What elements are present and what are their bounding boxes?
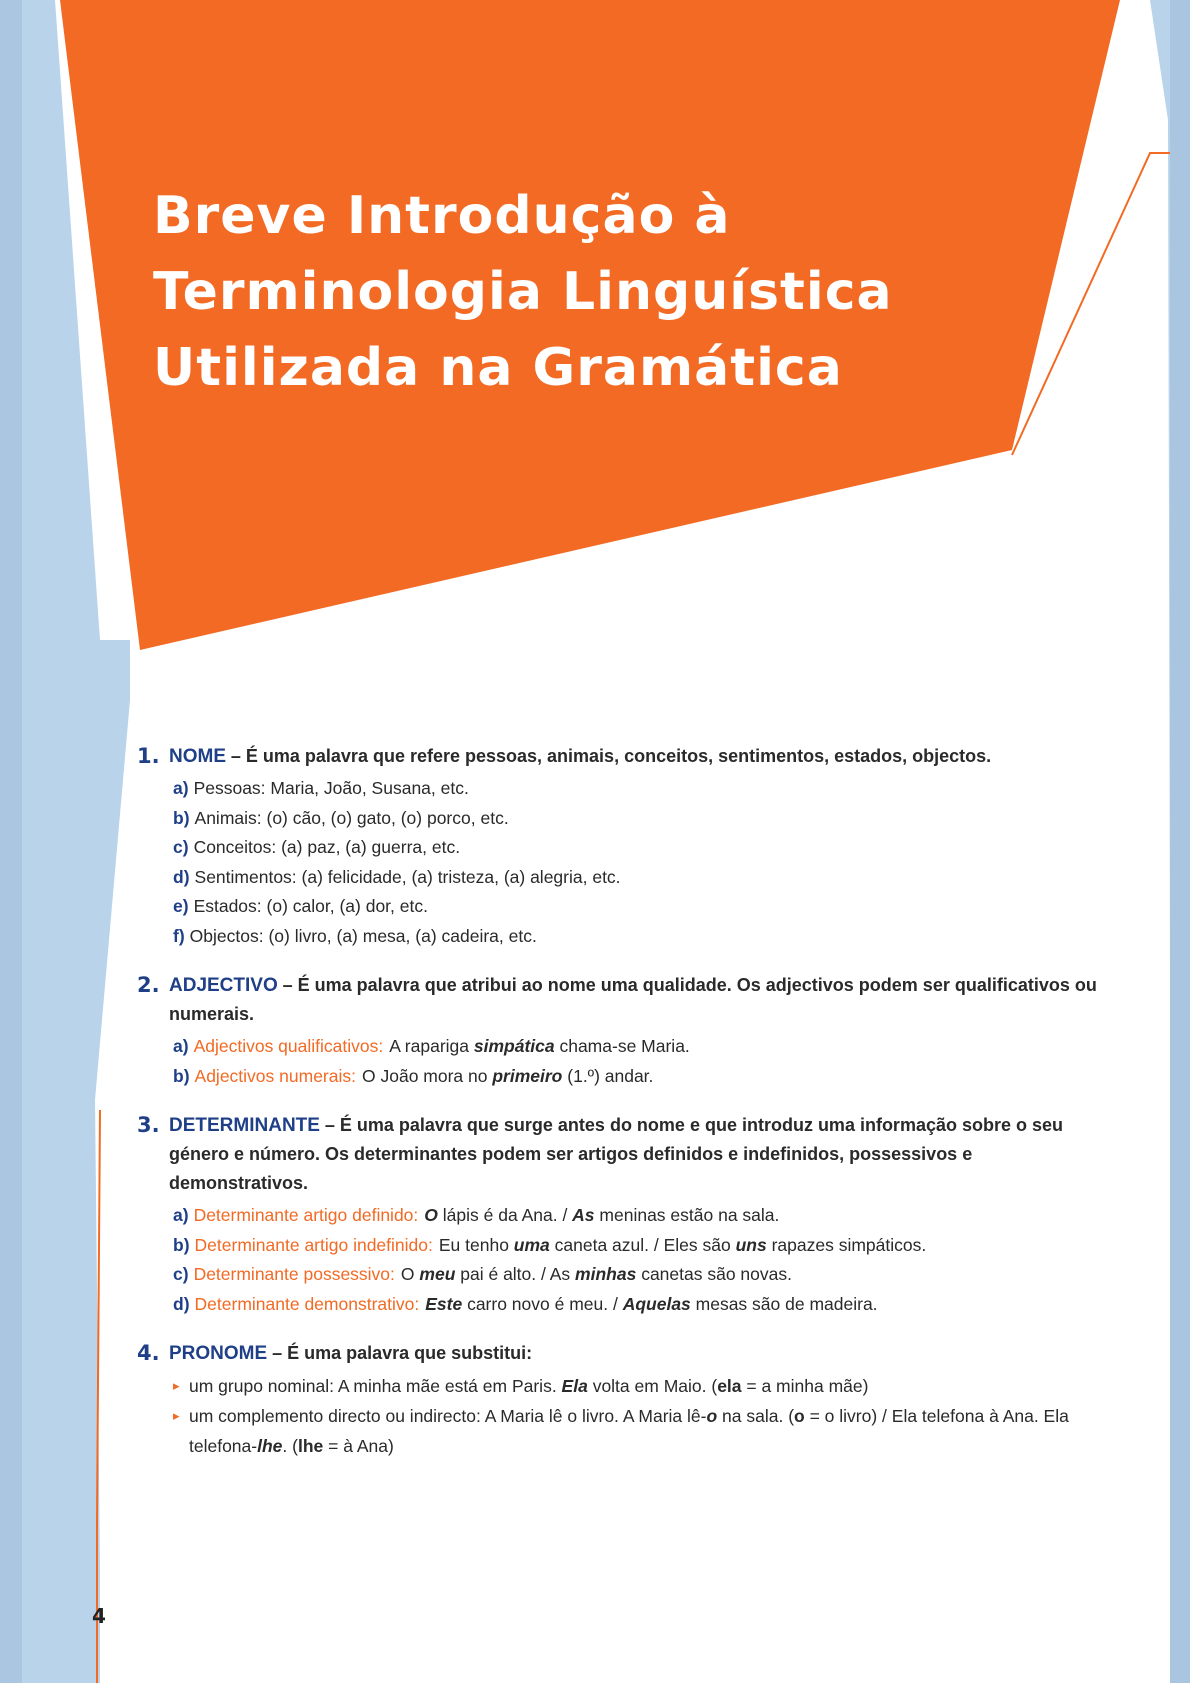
example-list [173, 1201, 1109, 1319]
section-description: – É uma palavra que surge antes do nome e que introduz uma informação sobre o seu género e número. Os determinantes podem ser artigos definidos e indefinidos, possessivos e demonstrativos. [169, 1115, 1064, 1193]
text-run: = à Ana) [323, 1436, 394, 1456]
bold-word: ela [717, 1376, 742, 1396]
emphasis-word: uns [735, 1234, 767, 1255]
item-label: b) [173, 807, 190, 828]
example-item [173, 804, 1109, 834]
item-category: Determinante possessivo: [193, 1264, 395, 1284]
item-label: f) [173, 925, 185, 946]
section-number: 1. [137, 744, 160, 768]
item-label: d) [173, 866, 190, 887]
item-text: Estados: (o) calor, (a) dor, etc. [193, 896, 428, 916]
text-run: um complemento directo ou indirecto: A Maria lê o livro. A Maria lê- [189, 1406, 707, 1426]
section-definition [169, 1339, 1109, 1368]
section-heading [137, 971, 1109, 1029]
page-number: 4 [92, 1604, 106, 1628]
example-item [173, 1032, 1109, 1062]
item-label: a) [173, 1036, 189, 1056]
title-line: Terminologia Linguística [153, 262, 893, 322]
page-title [153, 178, 893, 406]
example-item [173, 863, 1109, 893]
section-heading [137, 1339, 1109, 1368]
section-heading [137, 1111, 1109, 1198]
item-label: c) [173, 837, 189, 857]
emphasis-word: primeiro [492, 1065, 563, 1086]
section-term: NOME [169, 746, 226, 767]
text-run: volta em Maio. ( [587, 1376, 718, 1396]
text-run: . ( [282, 1436, 298, 1456]
item-category: Determinante demonstrativo: [194, 1293, 420, 1314]
item-category: Adjectivos numerais: [194, 1065, 356, 1086]
text-run: rapazes simpáticos. [766, 1234, 927, 1255]
bold-word: lhe [297, 1436, 324, 1456]
text-run: na sala. ( [717, 1406, 795, 1426]
section-definition [169, 742, 1109, 771]
emphasis-word: Ela [561, 1376, 588, 1396]
text-run: canetas são novas. [636, 1264, 792, 1284]
section-nome [137, 742, 1109, 951]
emphasis-word: Este [425, 1293, 463, 1314]
item-label: a) [173, 778, 189, 798]
example-item [173, 892, 1109, 922]
section-description: – É uma palavra que substitui: [272, 1343, 533, 1363]
example-item [173, 922, 1109, 952]
example-item [173, 1290, 1109, 1320]
section-number: 3. [137, 1113, 160, 1137]
bullet-item [173, 1371, 1109, 1401]
example-item [173, 1260, 1109, 1290]
text-run: O [400, 1264, 420, 1284]
item-label: b) [173, 1234, 190, 1255]
item-label: d) [173, 1293, 190, 1314]
item-category: Adjectivos qualificativos: [193, 1036, 384, 1056]
text-run: = a minha mãe) [741, 1376, 869, 1396]
item-text: Pessoas: Maria, João, Susana, etc. [193, 778, 469, 798]
item-label: a) [173, 1205, 189, 1225]
title-line: Breve Introdução à [153, 186, 731, 246]
text-run: chama-se Maria. [554, 1036, 690, 1056]
bullet-item [173, 1401, 1109, 1461]
example-item [173, 1062, 1109, 1092]
section-number: 2. [137, 973, 160, 997]
item-label: e) [173, 896, 189, 916]
item-category: Determinante artigo indefinido: [194, 1234, 433, 1255]
text-run: caneta azul. / Eles são [549, 1234, 736, 1255]
text-run: meninas estão na sala. [594, 1205, 780, 1225]
text-run: mesas são de madeira. [690, 1293, 878, 1314]
example-item [173, 774, 1109, 804]
section-term: DETERMINANTE [169, 1115, 320, 1136]
item-text: Conceitos: (a) paz, (a) guerra, etc. [193, 837, 461, 857]
section-heading [137, 742, 1109, 771]
emphasis-word: Aquelas [622, 1293, 691, 1314]
item-label: c) [173, 1264, 189, 1284]
text-run: um grupo nominal: A minha mãe está em Paris. [189, 1376, 562, 1396]
emphasis-word: O [424, 1205, 438, 1225]
emphasis-word: meu [419, 1264, 456, 1284]
item-text: Animais: (o) cão, (o) gato, (o) porco, etc. [194, 807, 509, 828]
text-run: (1.º) andar. [562, 1065, 654, 1086]
section-definition [169, 1111, 1109, 1198]
example-list [173, 1032, 1109, 1091]
book-spine-left [0, 0, 22, 1683]
bold-word: o [794, 1406, 805, 1426]
section-pronome [137, 1339, 1109, 1461]
example-item [173, 833, 1109, 863]
section-term: ADJECTIVO [169, 975, 278, 996]
text-run: carro novo é meu. / [462, 1293, 623, 1314]
bullet-list [173, 1371, 1109, 1461]
example-list [173, 774, 1109, 951]
emphasis-word: lhe [257, 1436, 283, 1456]
emphasis-word: simpática [473, 1036, 555, 1056]
title-line: Utilizada na Gramática [153, 338, 843, 398]
emphasis-word: uma [513, 1234, 550, 1255]
item-text: Objectos: (o) livro, (a) mesa, (a) cadeira, etc. [189, 925, 537, 946]
section-adjectivo [137, 971, 1109, 1091]
text-run: lápis é da Ana. / [437, 1205, 573, 1225]
text-run: = o livro) / Ela telefona à Ana. Ela telefona- [189, 1406, 1069, 1456]
section-number: 4. [137, 1341, 160, 1365]
text-run: O João mora no [362, 1065, 493, 1086]
section-determinante [137, 1111, 1109, 1319]
item-category: Determinante artigo definido: [193, 1205, 419, 1225]
item-label: b) [173, 1065, 190, 1086]
emphasis-word: o [706, 1406, 718, 1426]
section-description: – É uma palavra que refere pessoas, animais, conceitos, sentimentos, estados, objectos. [230, 746, 992, 766]
item-text: Sentimentos: (a) felicidade, (a) tristeza, (a) alegria, etc. [194, 866, 621, 887]
text-run: A rapariga [389, 1036, 474, 1056]
example-item [173, 1231, 1109, 1261]
section-description: – É uma palavra que atribui ao nome uma qualidade. Os adjectivos podem ser qualificativos ou numerais. [169, 975, 1097, 1024]
emphasis-word: As [572, 1205, 595, 1225]
text-run: Eu tenho [438, 1234, 514, 1255]
section-term: PRONOME [169, 1343, 268, 1364]
section-definition [169, 971, 1109, 1029]
example-item [173, 1201, 1109, 1231]
grammar-content [137, 742, 1109, 1481]
book-edge-right [1170, 0, 1190, 1683]
emphasis-word: minhas [575, 1264, 637, 1284]
text-run: pai é alto. / As [455, 1264, 576, 1284]
